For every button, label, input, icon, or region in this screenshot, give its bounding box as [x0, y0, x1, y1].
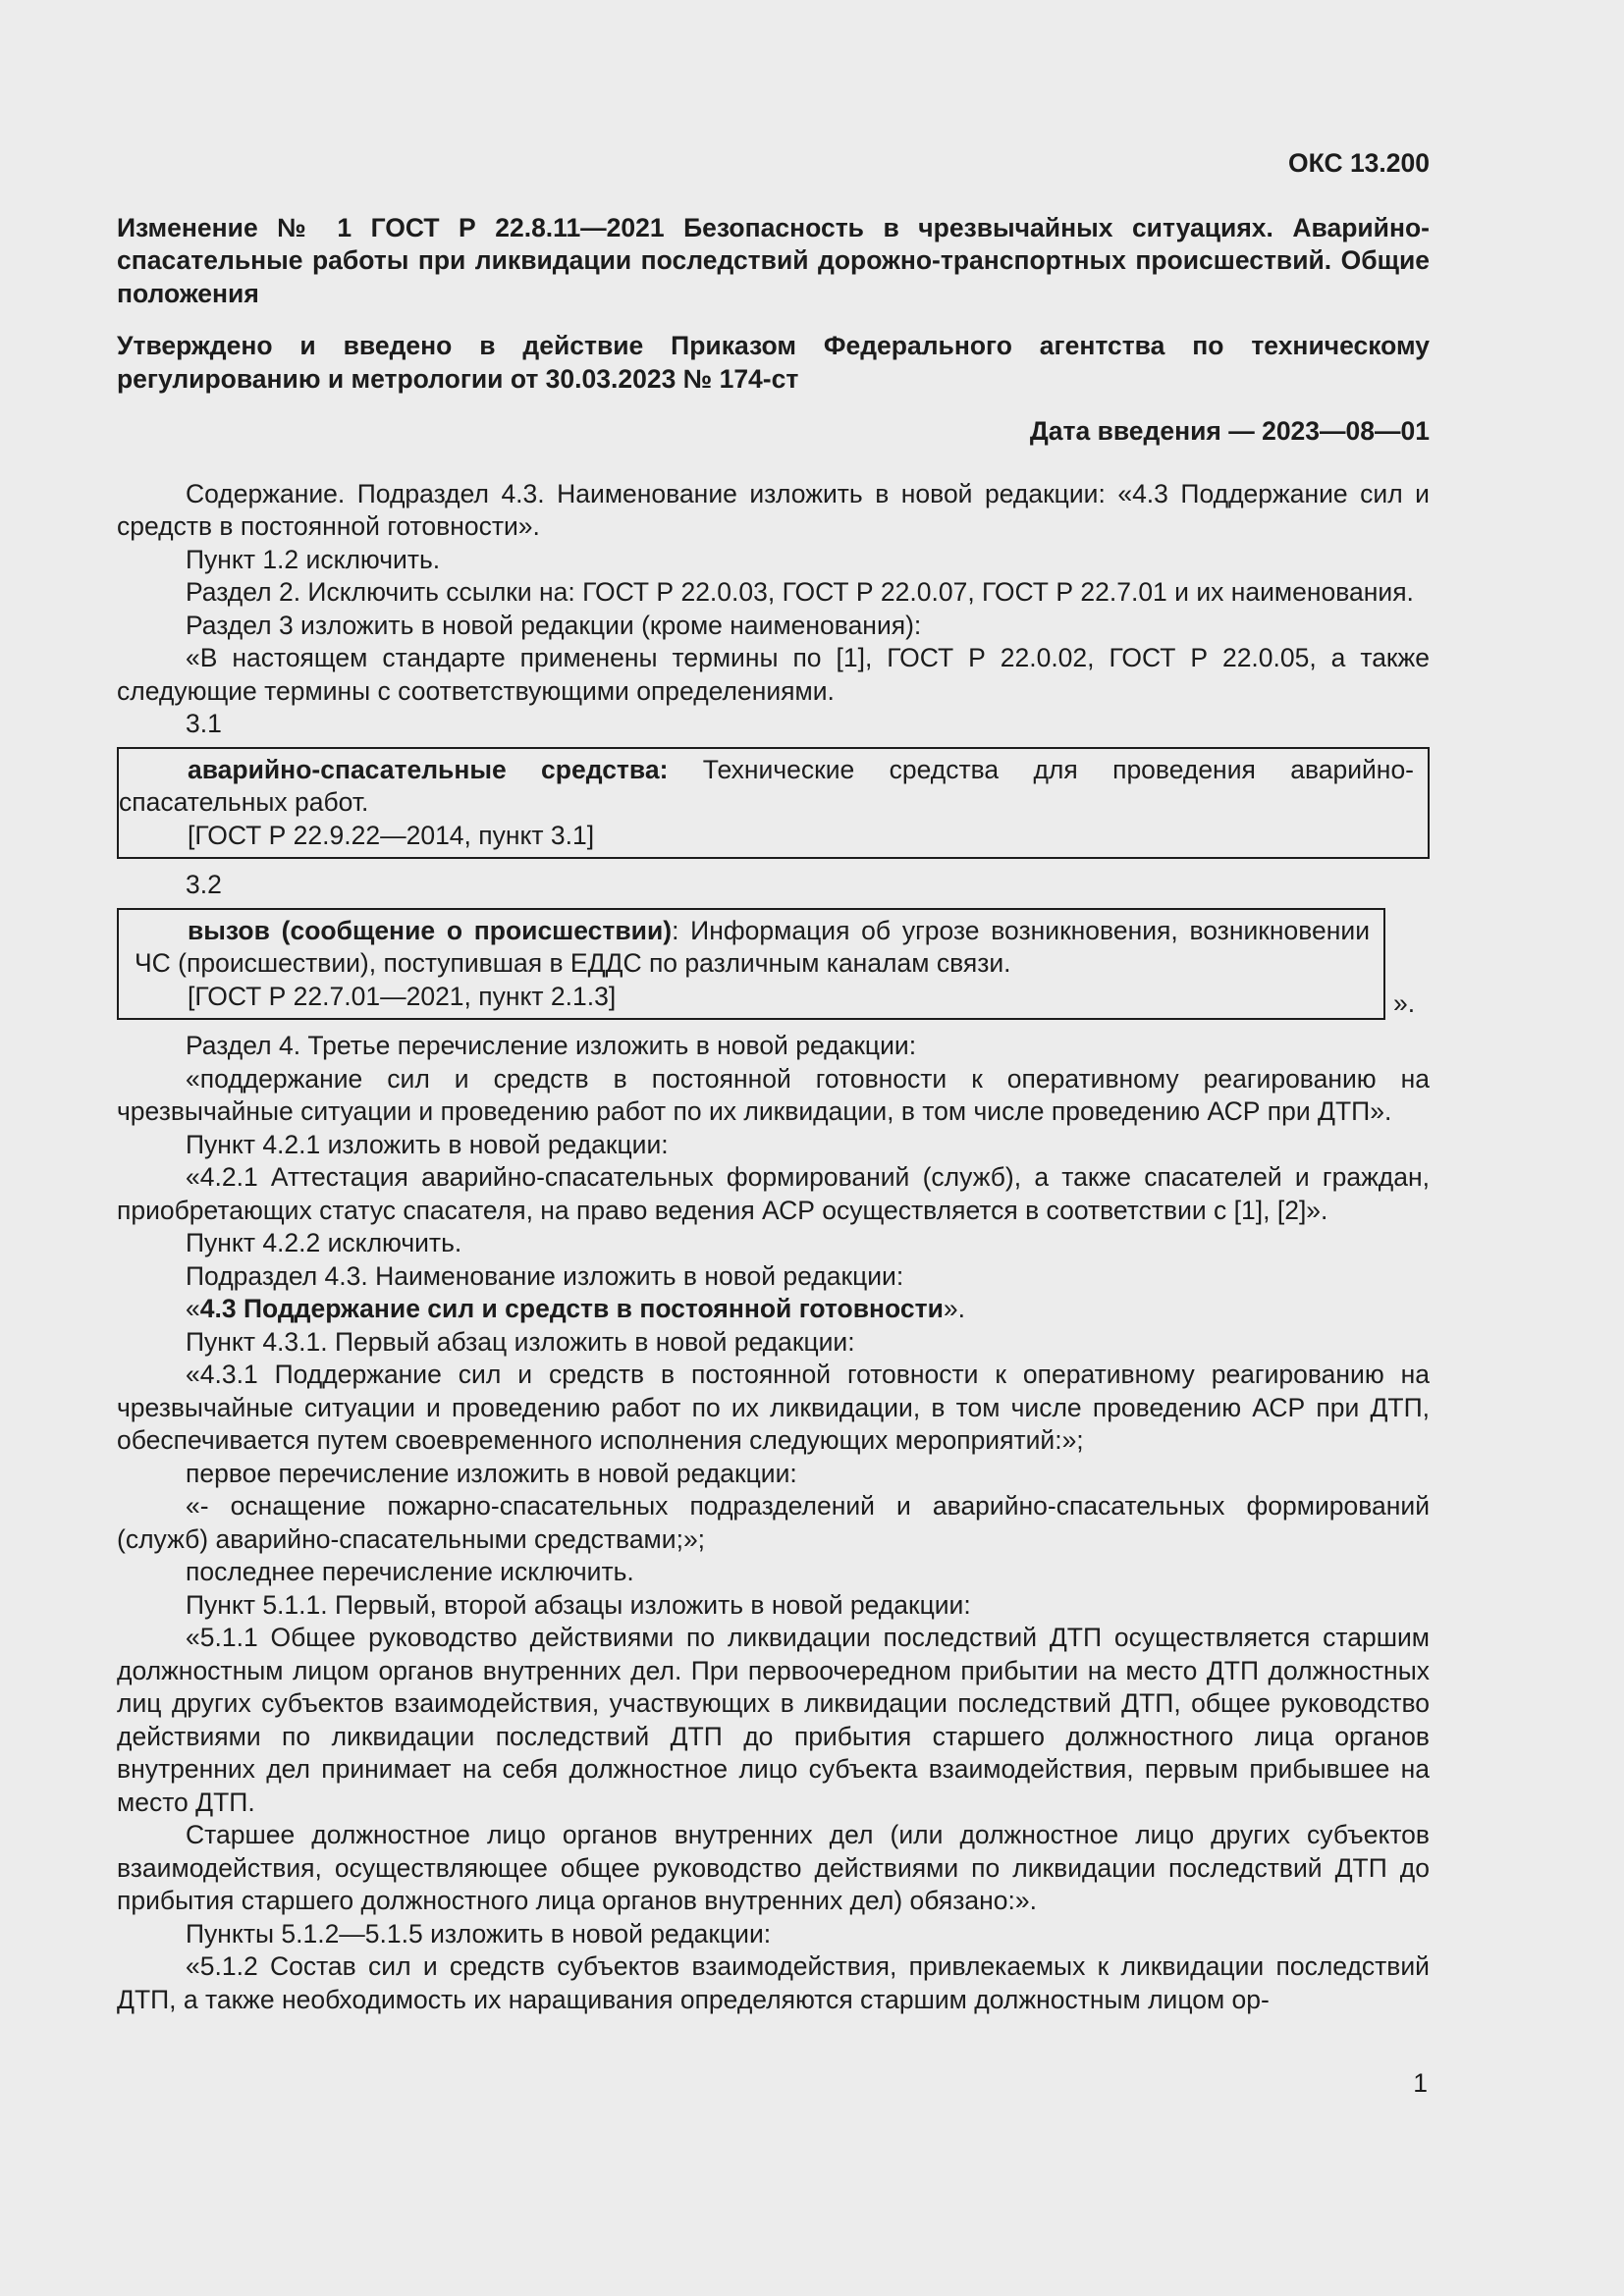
term-definition — [135, 915, 1370, 981]
paragraph: «В настоящем стандарте применены термины по [1], ГОСТ Р 22.0.02, ГОСТ Р 22.0.05, а также следующие термины с соответствующими определениями. — [117, 643, 1430, 706]
paragraph: Подраздел 4.3. Наименование изложить в новой редакции: — [186, 1260, 904, 1291]
paragraph: «5.1.2 Состав сил и средств субъектов взаимодействия, привлекаемых к ликвидации последствий ДТП, а также необходимость их наращивания определяются старшим должностным лицом ор- — [117, 1951, 1430, 2014]
paragraph: Пункт 1.2 исключить. — [186, 544, 441, 574]
page-number: 1 — [1413, 2068, 1428, 2098]
term-text: Технические средства для проведения аварийно-спасательных работ. — [119, 754, 1415, 817]
paragraph: Пункты 5.1.2—5.1.5 изложить в новой редакции: — [186, 1918, 772, 1949]
term-name: аварийно-спасательные средства: — [188, 754, 669, 784]
oks-code: ОКС 13.200 — [1288, 148, 1430, 178]
paragraph: «- оснащение пожарно-спасательных подразделений и аварийно-спасательных формирований (служб) аварийно-спасательными средствами;»; — [117, 1491, 1430, 1554]
section-title: 4.3 Поддержание сил и средств в постоянной готовности — [199, 1294, 944, 1323]
document-title: Изменение № 1 ГОСТ Р 22.8.11—2021 Безопасность в чрезвычайных ситуациях. Аварийно-спасательные работы при ликвидации последствий дорожно-транспортных происшествий. Общие положения — [117, 212, 1430, 308]
paragraph — [117, 1293, 1430, 1326]
term-box-3-1 — [117, 747, 1430, 860]
approval-statement: Утверждено и введено в действие Приказом Федерального агентства по техническому регулированию и метрологии от 30.03.2023 № 174-ст — [117, 331, 1430, 394]
paragraph: Раздел 4. Третье перечисление изложить в новой редакции: — [186, 1031, 917, 1060]
term-number: 3.1 — [186, 709, 222, 738]
close-quote: ». — [943, 1294, 965, 1323]
document-content — [117, 147, 1430, 2016]
term-box-row — [117, 908, 1430, 1021]
effective-date: Дата введения — 2023—08—01 — [1029, 416, 1430, 446]
term-definition — [119, 754, 1414, 820]
paragraph: последнее перечисление исключить. — [186, 1557, 634, 1586]
paragraph: Пункт 5.1.1. Первый, второй абзацы изложить в новой редакции: — [186, 1589, 971, 1620]
closing-quote: ». — [1393, 988, 1416, 1018]
paragraph: «поддержание сил и средств в постоянной готовности к оперативному реагированию на чрезвычайные ситуации и проведению работ по их ликвидации, в том числе проведению АСР при ДТП». — [117, 1063, 1430, 1126]
paragraph: «4.3.1 Поддержание сил и средств в постоянной готовности к оперативному реагированию на чрезвычайные ситуации и проведению работ по их ликвидации, в том числе проведению АСР при ДТП, обеспечивается путем своевременного исполнения следующих мероприятий:»; — [117, 1360, 1430, 1455]
term-text: : Информация об угрозе возникновения, возникновении ЧС (происшествии), поступившая в ЕДДС по различным каналам связи. — [135, 915, 1370, 978]
open-quote: « — [186, 1294, 200, 1323]
paragraph: Пункт 4.2.1 изложить в новой редакции: — [186, 1129, 669, 1159]
term-source: [ГОСТ Р 22.9.22—2014, пункт 3.1] — [188, 820, 595, 850]
term-box-3-2 — [117, 908, 1385, 1021]
paragraph: Пункт 4.3.1. Первый абзац изложить в новой редакции: — [186, 1326, 855, 1357]
paragraph: «4.2.1 Аттестация аварийно-спасательных формирований (служб), а также спасателей и граждан, приобретающих статус спасателя, на право ведения АСР осуществляется в соответствии с [1], [2]». — [117, 1162, 1430, 1225]
paragraph: Старшее должностное лицо органов внутренних дел (или должностное лицо других субъектов взаимодействия, осуществляющее общее руководство действиями по ликвидации последствий ДТП до прибытия старшего должностного лица органов внутренних дел) обязано:». — [117, 1820, 1430, 1915]
paragraph: Пункт 4.2.2 исключить. — [186, 1228, 462, 1257]
paragraph: Раздел 2. Исключить ссылки на: ГОСТ Р 22.0.03, ГОСТ Р 22.0.07, ГОСТ Р 22.7.01 и их наименования. — [186, 577, 1414, 607]
term-number: 3.2 — [186, 870, 222, 899]
term-source: [ГОСТ Р 22.7.01—2021, пункт 2.1.3] — [188, 981, 617, 1011]
paragraph: Содержание. Подраздел 4.3. Наименование изложить в новой редакции: «4.3 Поддержание сил и средств в постоянной готовности». — [117, 478, 1430, 541]
paragraph: Раздел 3 изложить в новой редакции (кроме наименования): — [186, 610, 922, 640]
term-name: вызов (сообщение о происшествии) — [188, 915, 673, 945]
paragraph: первое перечисление изложить в новой редакции: — [186, 1458, 797, 1488]
paragraph: «5.1.1 Общее руководство действиями по ликвидации последствий ДТП осуществляется старшим должностным лицом органов внутренних дел. При первоочередном прибытии на место ДТП должностных лиц других субъектов взаимодействия, участвующих в ликвидации последствий ДТП, общее руководство действиями по ликвидации последствий ДТП до прибытия старшего должностного лица органов внутренних дел принимает на себя должностное лицо субъекта взаимодействия, первым прибывшее на место ДТП. — [117, 1623, 1430, 1817]
